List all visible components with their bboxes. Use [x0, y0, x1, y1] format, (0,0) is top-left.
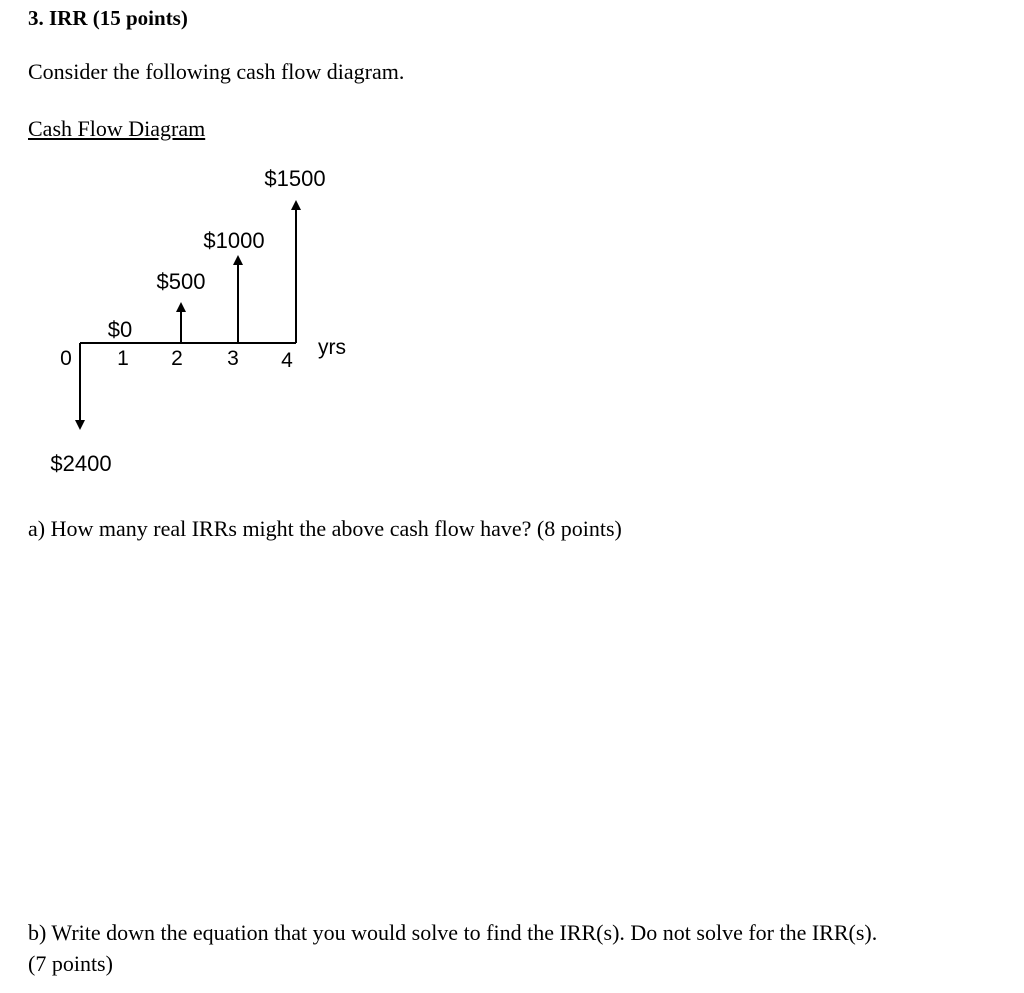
- amount-label-period-2: $500: [156, 269, 206, 294]
- amount-label-period-4: $1500: [264, 166, 326, 191]
- intro-text: Consider the following cash flow diagram.: [28, 59, 405, 84]
- period-label-2: 2: [171, 347, 183, 370]
- period-label-3: 3: [227, 347, 239, 370]
- amount-label-period-0: $2400: [50, 451, 112, 476]
- diagram-title: Cash Flow Diagram: [28, 116, 206, 141]
- period-label-4: 4: [281, 349, 293, 372]
- period-label-0: 0: [60, 347, 72, 370]
- question-a: a) How many real IRRs might the above cash flow have? (8 points): [28, 516, 622, 541]
- question-b-line-2: (7 points): [28, 951, 113, 976]
- question-heading: 3. IRR (15 points): [28, 6, 188, 30]
- amount-label-period-1: $0: [107, 317, 133, 342]
- period-label-1: 1: [117, 347, 129, 370]
- time-unit-label: yrs: [318, 336, 346, 359]
- question-b: [28, 917, 877, 979]
- amount-label-period-3: $1000: [203, 228, 265, 253]
- question-b-line-1: b) Write down the equation that you would solve to find the IRR(s). Do not solve for the IRR(s).: [28, 920, 878, 945]
